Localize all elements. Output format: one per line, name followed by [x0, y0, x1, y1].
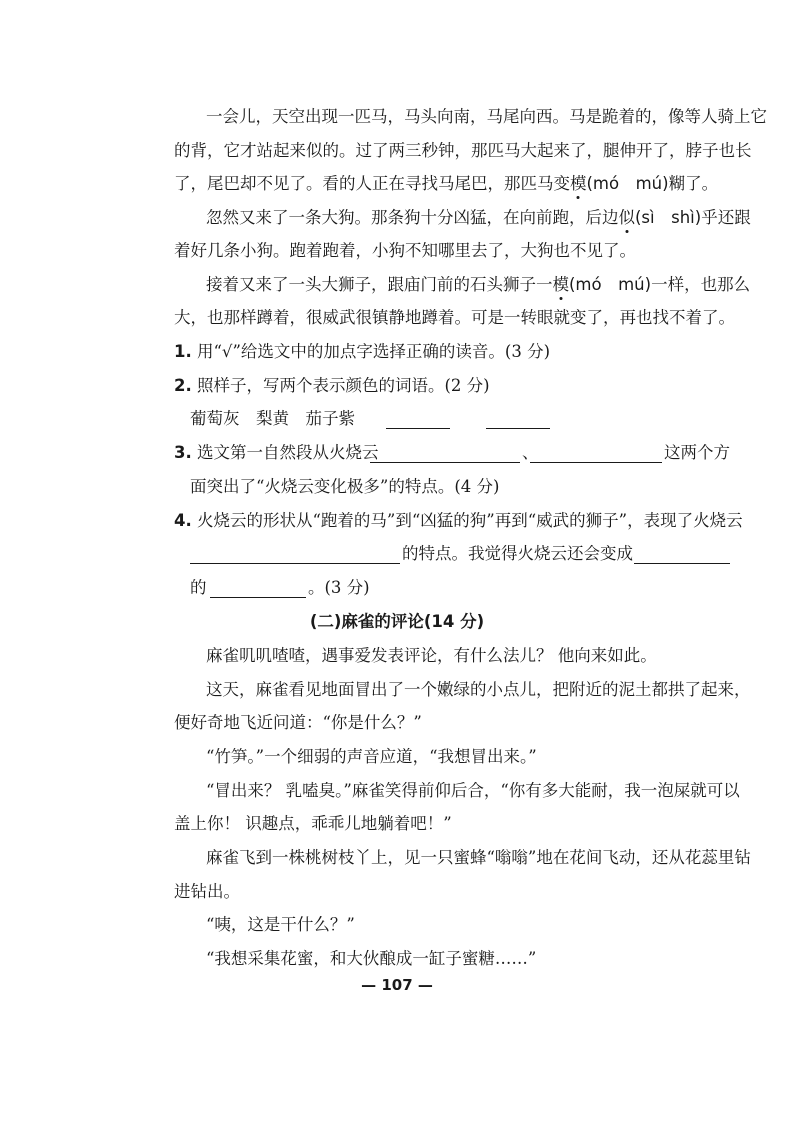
question-4-line-3: 的 — [190, 578, 207, 597]
section2-para-3: “竹笋。”一个细弱的声音应道，“我想冒出来。” — [206, 747, 537, 766]
page-number: — 107 — — [361, 976, 433, 994]
section2-para-6: “咦，这是干什么？” — [206, 915, 355, 934]
pinyin-options[interactable]: (sì shì) — [635, 208, 702, 227]
q2-answer-blank-1[interactable] — [386, 412, 450, 429]
section2-para-7: “我想采集花蜜，和大伙酿成一缸子蜜糖……” — [206, 949, 537, 968]
question-3: 3. 选文第一自然段从火烧云 — [174, 443, 379, 462]
passage1-line-1: 一会儿，天空出现一匹马，马头向南，马尾向西。马是跪着的，像等人骑上它 — [206, 107, 767, 126]
question-3-line-2: 面突出了“火烧云变化极多”的特点。(4 分) — [190, 477, 500, 496]
question-4-line-2: 的特点。我觉得火烧云还会变成 — [402, 544, 633, 563]
passage1-line-4: 忽然又来了一条大狗。那条狗十分凶猛，在向前跑，后边似(sì shì)乎还跟 — [206, 208, 751, 227]
dotted-char: 模 — [570, 174, 587, 193]
passage1-line-2: 的背，它才站起来似的。过了两三秒钟，那匹马大起来了，腿伸开了，脖子也长 — [174, 141, 752, 160]
passage1-line-5: 着好几条小狗。跑着跑着，小狗不知哪里去了，大狗也不见了。 — [174, 241, 636, 260]
q4-answer-blank-3[interactable] — [210, 581, 306, 598]
question-1: 1. 用“√”给选文中的加点字选择正确的读音。(3 分) — [174, 342, 551, 361]
question-3-tail: 这两个方 — [664, 443, 730, 462]
passage1-line-6: 接着又来了一头大狮子，跟庙门前的石头狮子一模(mó mú)一样，也那么 — [206, 275, 751, 294]
q4-answer-blank-1[interactable] — [190, 547, 400, 564]
passage1-line-3: 了，尾巴却不见了。看的人正在寻找马尾巴，那匹马变模(mó mú)糊了。 — [174, 174, 719, 193]
section2-para-5-line-2: 进钻出。 — [174, 882, 240, 901]
q3-answer-blank-2[interactable] — [530, 446, 662, 463]
passage1-line-7: 大，也那样蹲着，很威武很镇静地蹲着。可是一转眼就变了，再也找不着了。 — [174, 308, 735, 327]
pinyin-options[interactable]: (mó mú) — [586, 174, 669, 193]
pinyin-options[interactable]: (mó mú) — [569, 275, 652, 294]
section-title: (二)麻雀的评论(14 分) — [309, 612, 485, 631]
section2-para-1: 麻雀叽叽喳喳，遇事爱发表评论，有什么法儿？ 他向来如此。 — [206, 646, 657, 665]
section2-para-5-line-1: 麻雀飞到一株桃树枝丫上，见一只蜜蜂“嗡嗡”地在花间飞动，还从花蕊里钻 — [206, 848, 751, 867]
q4-answer-blank-2[interactable] — [634, 547, 730, 564]
dotted-char: 模 — [552, 275, 569, 294]
question-4-tail: 。(3 分) — [308, 578, 370, 597]
section2-para-4-line-2: 盖上你！ 识趣点，乖乖儿地躺着吧！” — [174, 814, 452, 833]
question-2-example: 葡萄灰 梨黄 茄子紫 — [190, 409, 355, 428]
dotted-char: 似 — [618, 208, 635, 227]
q2-answer-blank-2[interactable] — [486, 412, 550, 429]
section2-para-2-line-2: 便好奇地飞近问道：“你是什么？” — [174, 713, 422, 732]
question-2: 2. 照样子，写两个表示颜色的词语。(2 分) — [174, 376, 490, 395]
section2-para-2-line-1: 这天，麻雀看见地面冒出了一个嫩绿的小点儿，把附近的泥土都拱了起来， — [206, 680, 751, 699]
section2-para-4-line-1: “冒出来？ 乳嗑臭。”麻雀笑得前仰后合，“你有多大能耐，我一泡屎就可以 — [206, 781, 740, 800]
q3-answer-blank-1[interactable] — [370, 446, 520, 463]
question-3-separator: 、 — [522, 443, 539, 462]
question-4: 4. 火烧云的形状从“跑着的马”到“凶猛的狗”再到“威武的狮子”，表现了火烧云 — [174, 511, 743, 530]
